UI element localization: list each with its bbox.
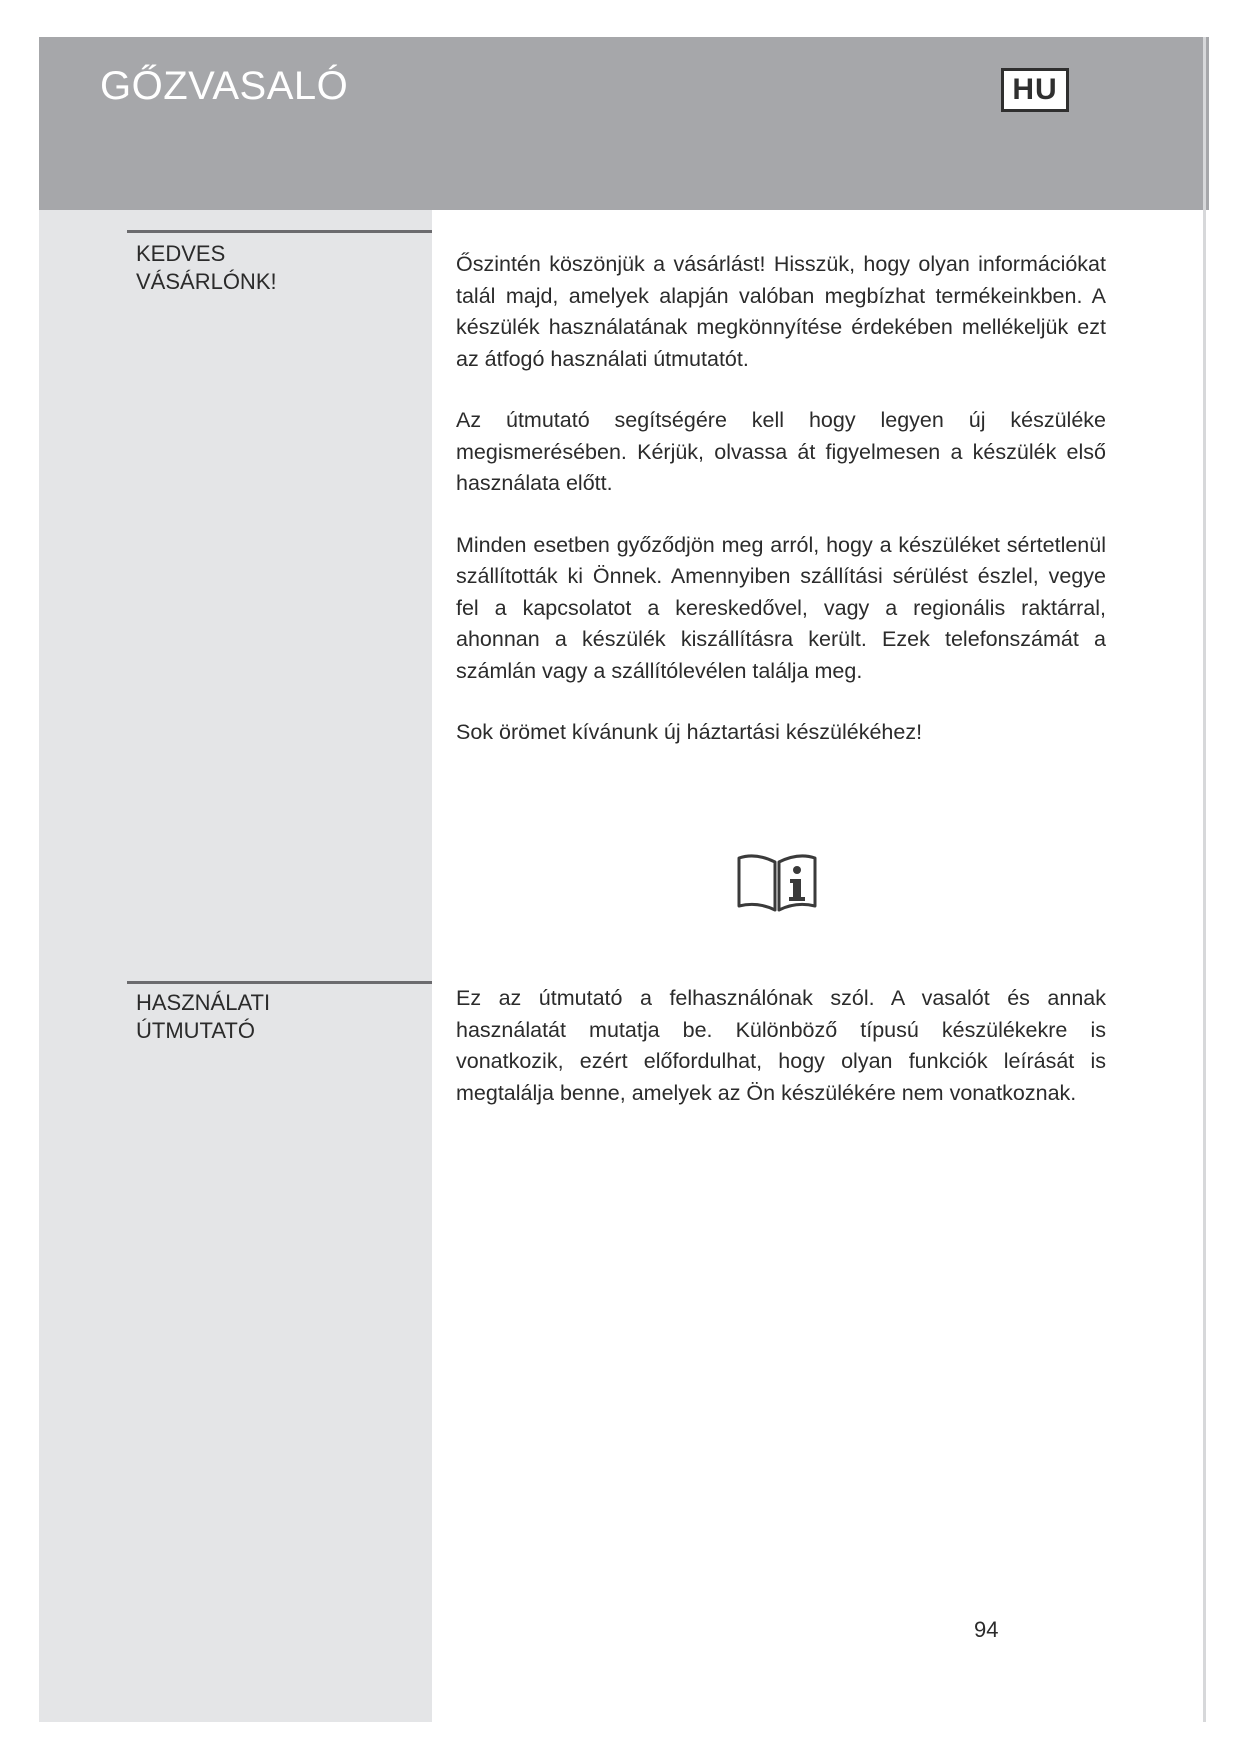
section-label-line: HASZNÁLATI xyxy=(136,990,271,1015)
section-label-line: VÁSÁRLÓNK! xyxy=(136,269,277,294)
section-label-line: KEDVES xyxy=(136,241,226,266)
page-edge-line xyxy=(1203,37,1206,1722)
page-title: GŐZVASALÓ xyxy=(100,64,349,108)
language-badge: HU xyxy=(1001,68,1069,112)
paragraph: Minden esetben győződjön meg arról, hogy a készüléket sértetlenül szállították ki Önnek. Amennyiben szállítási sérülést észlel, vegye fel a kapcsolatot a kereskedővel, vagy a regionális raktárral, ahonnan a készülék kiszállításra került. Ezek telefonszámát a számlán vagy a szállítólevélen találja meg. xyxy=(456,532,1106,683)
read-manual-info-icon xyxy=(735,852,819,914)
section-label-dear-customer xyxy=(136,240,396,296)
section-body-dear-customer xyxy=(456,249,1106,749)
paragraph: Őszintén köszönjük a vásárlást! Hisszük, hogy olyan információkat talál majd, amelyek alapján valóban megbízhat termékeinkben. A készülék használatának megkönnyítése érdekében mellékeljük ezt az átfogó használati útmutatót. xyxy=(456,252,1106,371)
section-label-line: ÚTMUTATÓ xyxy=(136,1018,255,1043)
section-divider xyxy=(127,230,432,233)
paragraph: Az útmutató segítségére kell hogy legyen új készüléke megismerésében. Kérjük, olvassa át figyelmesen a készülék első használata előtt. xyxy=(456,408,1106,495)
page-number: 94 xyxy=(974,1617,999,1642)
paragraph: Sok örömet kívánunk új háztartási készülékéhez! xyxy=(456,720,923,744)
sidebar-column xyxy=(39,210,432,1722)
section-divider xyxy=(127,981,432,984)
paragraph: Ez az útmutató a felhasználónak szól. A vasalót és annak használatát mutatja be. Különböző típusú készülékekre is vonatkozik, ezért előfordulhat, hogy olyan funkciók leírását is megtalálja benne, amelyek az Ön készülékére nem vonatkoznak. xyxy=(456,986,1106,1105)
section-label-user-manual xyxy=(136,989,396,1045)
page-header xyxy=(39,37,1209,210)
section-body-user-manual xyxy=(456,983,1106,1109)
